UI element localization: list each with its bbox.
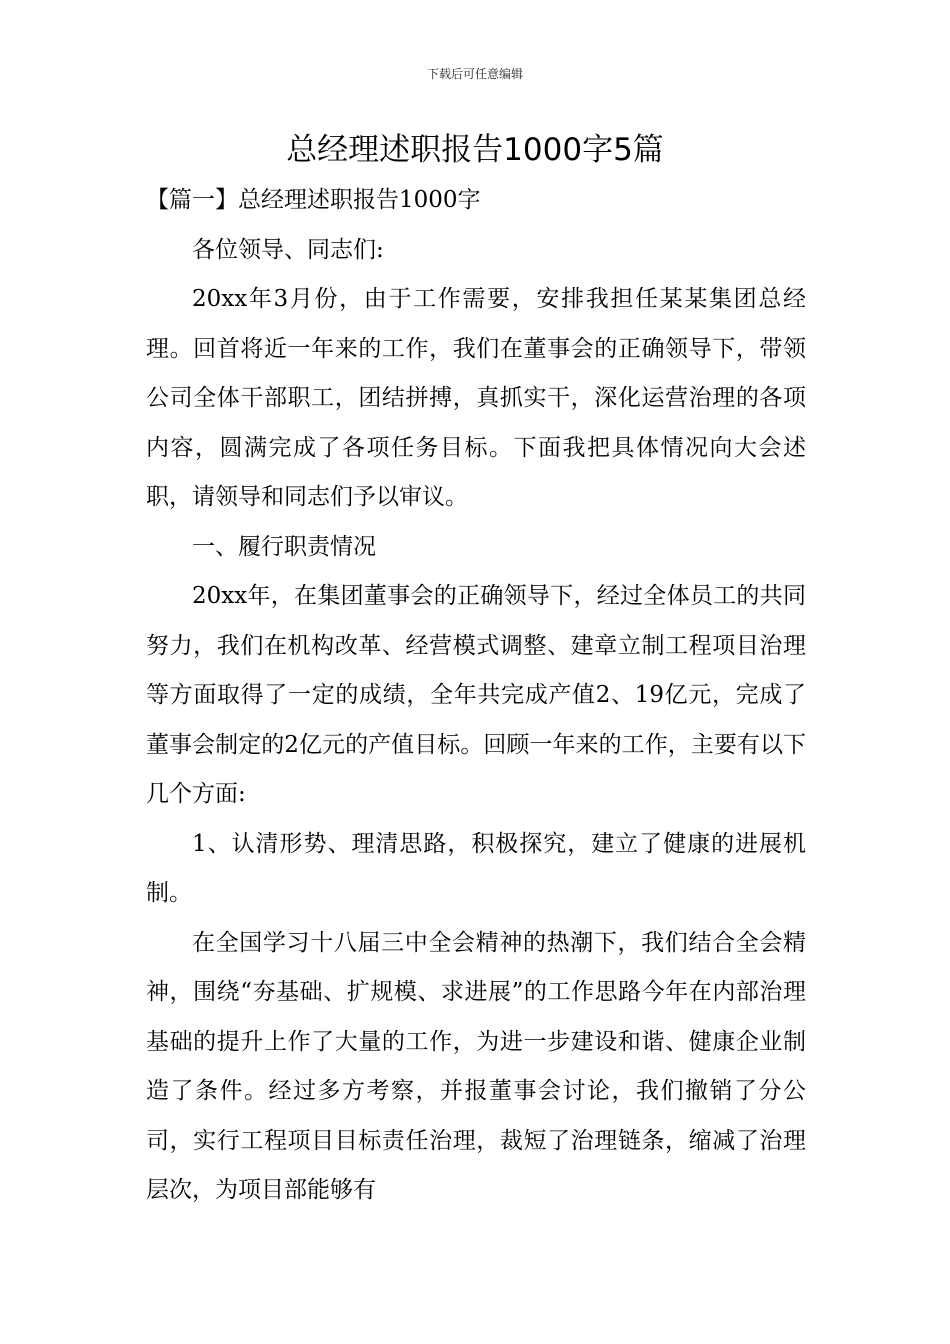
paragraph-summary: 20xx年，在集团董事会的正确领导下，经过全体员工的共同努力，我们在机构改革、经营模式调整、建章立制工程项目治理等方面取得了一定的成绩，全年共完成产值2、19亿元，完成了董事会制定的2亿元的产值目标。回顾一年来的工作，主要有以下几个方面: bbox=[146, 583, 806, 807]
document-title: 总经理述职报告1000字5篇 bbox=[286, 132, 664, 168]
paragraph-greeting: 各位领导、同志们: bbox=[192, 236, 384, 263]
header-note: 下载后可任意编辑 bbox=[426, 67, 523, 81]
document-body bbox=[146, 176, 806, 1216]
paragraph-intro: 20xx年3月份，由于工作需要，安排我担任某某集团总经理。回首将近一年来的工作，我们在董事会的正确领导下，带领公司全体干部职工，团结拼搏，真抓实干，深化运营治理的各项内容，圆满完成了各项任务目标。下面我把具体情况向大会述职，请领导和同志们予以审议。 bbox=[146, 286, 806, 510]
section-heading: 【篇一】总经理述职报告1000字 bbox=[146, 187, 481, 213]
paragraph-heading-duties: 一、履行职责情况 bbox=[192, 533, 376, 560]
paragraph-point-1: 1、认清形势、理清思路，积极探究，建立了健康的进展机制。 bbox=[146, 830, 806, 906]
paragraph-detail: 在全国学习十八届三中全会精神的热潮下，我们结合全会精神，围绕“夯基础、扩规模、求进展”的工作思路今年在内部治理基础的提升上作了大量的工作，为进一步建设和谐、健康企业制造了条件。经过多方考察，并报董事会讨论，我们撤销了分公司，实行工程项目目标责任治理，裁短了治理链条，缩减了治理层次，为项目部能够有 bbox=[146, 929, 806, 1203]
